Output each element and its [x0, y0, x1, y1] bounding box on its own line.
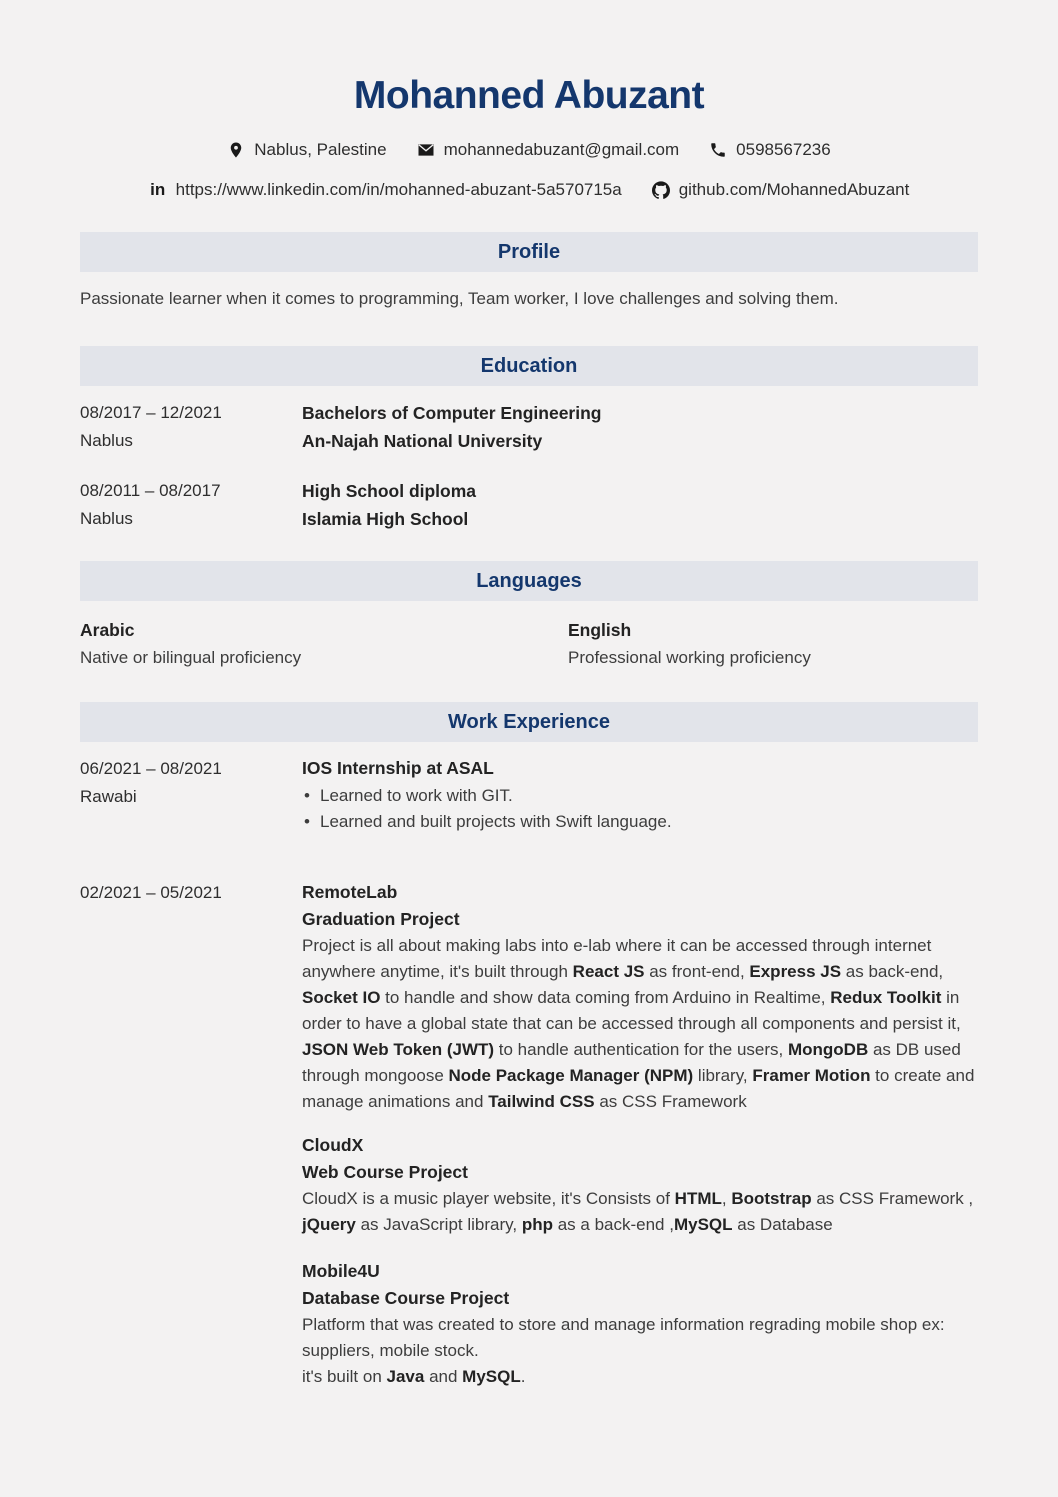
envelope-icon [417, 141, 435, 159]
language-level: Professional working proficiency [568, 648, 811, 667]
education-degree: Bachelors of Computer Engineering [302, 403, 602, 423]
project-description: Project is all about making labs into e-lab where it can be accessed through internet anywhere anytime, it's built through React JS as front-end, Express JS as back-end, Socket IO to handle and show data coming from Arduino in Realtime, Redux Toolkit in order to have a global state that can be accessed through all components and persist it, JSON Web Token (JWT) to handle authentication for the users, MongoDB as DB used through mongoose Node Package Manager (NPM) library, Framer Motion to create and manage animations and Tailwind CSS as CSS Framework [302, 936, 975, 1111]
section-header-work-experience [80, 702, 978, 742]
person-name: Mohanned Abuzant [353, 74, 705, 117]
job-bullet-list [302, 783, 978, 835]
work-entry [80, 879, 978, 1390]
project-name: RemoteLab [302, 882, 398, 902]
work-entry-meta [80, 879, 302, 1390]
linkedin-url-text[interactable]: https://www.linkedin.com/in/mohanned-abuzant-5a570715a [175, 180, 622, 199]
section-title-languages: Languages [476, 569, 582, 592]
contact-email[interactable] [417, 138, 680, 162]
section-title-profile: Profile [497, 240, 561, 263]
education-location: Nablus [80, 509, 133, 528]
job-title: IOS Internship at ASAL [302, 758, 494, 778]
linkedin-in-icon: in [150, 180, 166, 199]
project-cloudx [302, 1132, 978, 1238]
project-mobile4u [302, 1258, 978, 1390]
section-title-work-experience: Work Experience [448, 710, 610, 733]
language-name: English [568, 620, 632, 640]
work-entry [80, 755, 978, 835]
section-header-education [80, 346, 978, 386]
project-name: CloudX [302, 1135, 364, 1155]
section-header-languages [80, 561, 978, 601]
language-item [80, 616, 568, 672]
github-mark-icon [652, 181, 670, 199]
job-bullet: • Learned and built projects with Swift language. [302, 809, 978, 835]
education-list [80, 399, 978, 533]
language-name: Arabic [80, 620, 135, 640]
project-subtitle: Web Course Project [302, 1162, 468, 1182]
education-entry-detail [302, 477, 978, 533]
project-remotelab [302, 879, 978, 1115]
work-entry-detail [302, 755, 978, 835]
language-level: Native or bilingual proficiency [80, 648, 302, 667]
github-url-text[interactable]: github.com/MohannedAbuzant [678, 180, 910, 199]
education-degree: High School diploma [302, 481, 477, 501]
education-entry-meta [80, 399, 302, 455]
contact-location [227, 138, 386, 162]
job-bullet: • Learned to work with GIT. [302, 783, 978, 809]
project-description: CloudX is a music player website, it's Consists of HTML, Bootstrap as CSS Framework , jQuery as JavaScript library, php as a back-end ,MySQL as Database [302, 1189, 974, 1234]
contact-row-secondary [80, 178, 978, 202]
education-location: Nablus [80, 431, 133, 450]
education-entry-meta [80, 477, 302, 533]
phone-text: 0598567236 [736, 140, 831, 159]
section-header-profile [80, 232, 978, 272]
education-entry-detail [302, 399, 978, 455]
map-pin-icon [227, 141, 245, 159]
contact-linkedin[interactable] [149, 178, 622, 202]
phone-handset-icon [709, 141, 727, 159]
work-entry-meta [80, 755, 302, 835]
contact-github[interactable] [652, 178, 910, 202]
project-subtitle: Graduation Project [302, 909, 460, 929]
work-dates: 02/2021 – 05/2021 [80, 883, 222, 902]
email-text[interactable]: mohannedabuzant@gmail.com [443, 140, 680, 159]
work-location: Rawabi [80, 787, 137, 806]
location-text: Nablus, Palestine [254, 140, 387, 159]
project-subtitle: Database Course Project [302, 1288, 510, 1308]
project-name: Mobile4U [302, 1261, 380, 1281]
education-entry [80, 399, 978, 455]
profile-summary-text: Passionate learner when it comes to programming, Team worker, I love challenges and solving them. [80, 289, 839, 308]
work-entry-detail [302, 879, 978, 1390]
contact-phone [709, 138, 831, 162]
education-dates: 08/2017 – 12/2021 [80, 403, 222, 422]
education-dates: 08/2011 – 08/2017 [80, 481, 221, 500]
work-dates: 06/2021 – 08/2021 [80, 759, 222, 778]
language-item [568, 616, 978, 672]
resume-content [0, 74, 1058, 1390]
education-school: An-Najah National University [302, 431, 543, 451]
contact-row-primary [80, 138, 978, 162]
education-entry [80, 477, 978, 533]
education-school: Islamia High School [302, 509, 469, 529]
section-title-education: Education [480, 354, 578, 377]
project-description: Platform that was created to store and manage information regrading mobile shop ex: suppliers, mobile stock. it's built on Java and MySQL. [302, 1315, 945, 1386]
languages-list [80, 616, 978, 672]
